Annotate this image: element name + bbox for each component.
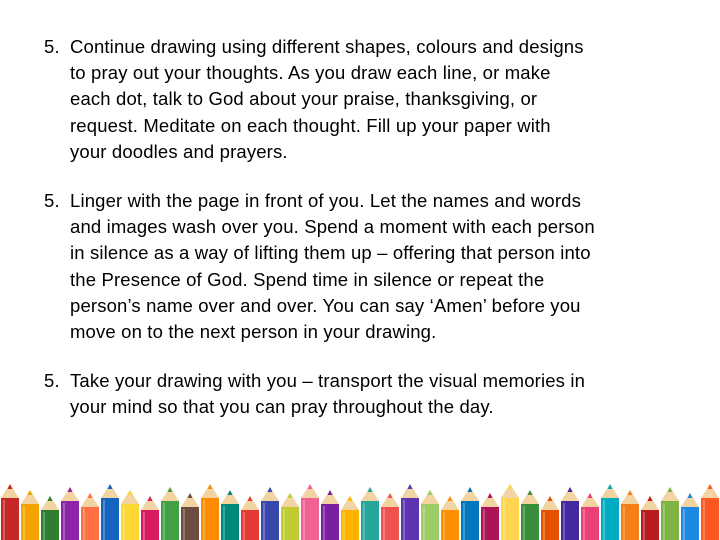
- pencil-icon: [121, 490, 139, 540]
- pencil-icon: [421, 490, 439, 540]
- pencil-icon: [61, 487, 79, 540]
- step-text: Linger with the page in front of you. Let the names and words and images wash over you. Spend a moment with each person in silence as a way of lifting them up – offering that person into the Presence of God. Spend time in silence or repeat the person’s name over and over. You can say ‘Amen’ before you move on to the next person in your drawing.: [70, 190, 595, 343]
- pencil-icon: [581, 493, 599, 540]
- pencil-icon: [381, 493, 399, 540]
- instruction-step: [44, 34, 704, 165]
- colored-pencils-decoration: [0, 474, 720, 540]
- pencil-icon: [621, 490, 639, 540]
- pencil-icon: [521, 490, 539, 540]
- instruction-step: [44, 368, 704, 420]
- pencil-icon: [141, 496, 159, 540]
- pencil-icon: [341, 496, 359, 540]
- pencil-icon: [201, 484, 219, 540]
- step-number: 5.: [44, 36, 60, 57]
- pencil-icon: [601, 484, 619, 540]
- pencil-icon: [241, 496, 259, 540]
- pencil-icon: [81, 493, 99, 540]
- instruction-list: [44, 34, 704, 421]
- pencil-icon: [1, 484, 19, 540]
- pencil-icon: [561, 487, 579, 540]
- pencil-icon: [301, 484, 319, 540]
- pencil-icon: [541, 496, 559, 540]
- pencil-icon: [221, 490, 239, 540]
- pencil-icon: [641, 496, 659, 540]
- instruction-step: [44, 188, 704, 345]
- step-number: 5.: [44, 190, 60, 212]
- pencil-icon: [101, 484, 119, 540]
- pencil-icon: [461, 487, 479, 540]
- pencil-icon: [501, 484, 519, 540]
- pencil-icon: [481, 493, 499, 540]
- pencil-icon: [281, 493, 299, 540]
- pencil-icon: [41, 496, 59, 540]
- pencil-icon: [681, 493, 699, 540]
- step-text: Continue drawing using different shapes, colours and designs to pray out your thoughts. As you draw each line, or make each dot, talk to God about your praise, thanksgiving, or request. Meditate on each thought. Fill up your paper with your doodles and prayers.: [70, 36, 584, 162]
- pencil-icon: [21, 490, 39, 540]
- pencil-icon: [181, 493, 199, 540]
- pencil-icon: [701, 484, 719, 540]
- pencil-icon: [401, 484, 419, 540]
- step-text: Take your drawing with you – transport the visual memories in your mind so that you can pray throughout the day.: [70, 370, 586, 418]
- pencil-icon: [361, 487, 379, 540]
- pencil-icon: [661, 487, 679, 540]
- pencil-icon: [441, 496, 459, 540]
- step-number: 5.: [44, 370, 60, 392]
- pencil-icon: [161, 487, 179, 540]
- pencil-icon: [321, 490, 339, 540]
- pencil-icon: [261, 487, 279, 540]
